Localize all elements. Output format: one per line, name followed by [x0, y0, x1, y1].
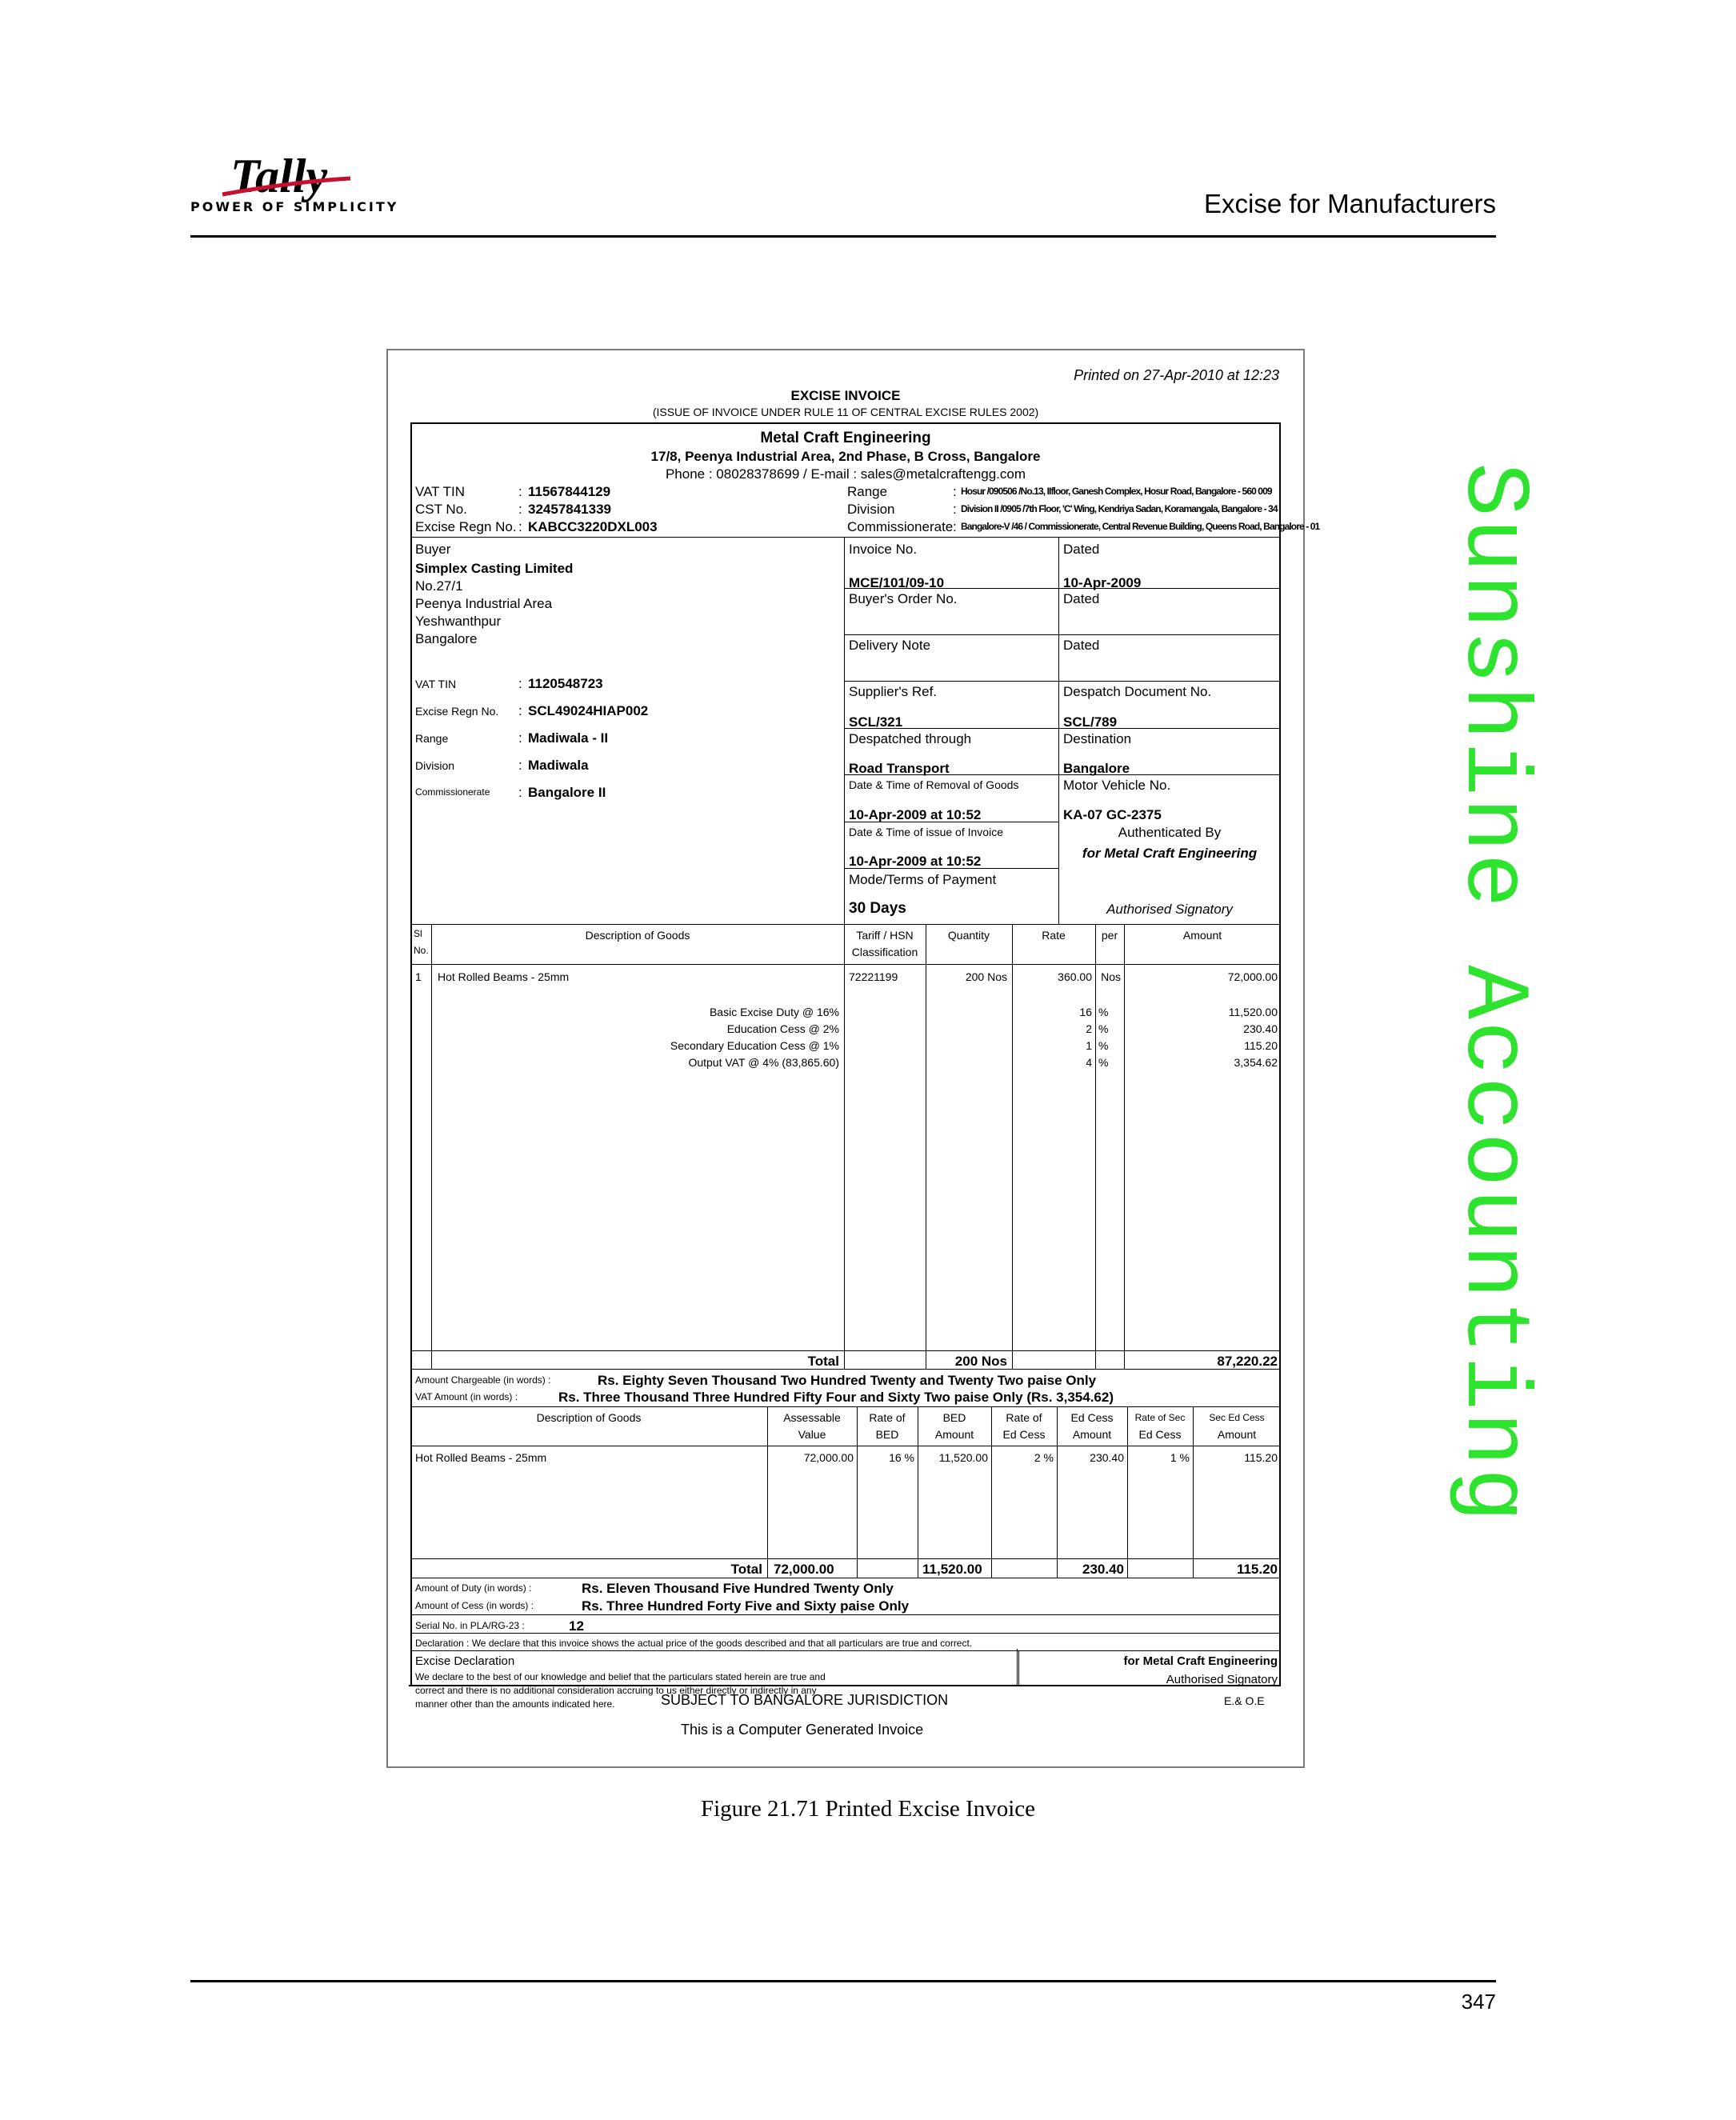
buyer-address-line: No.27/1 [415, 578, 463, 594]
invoice-date: 10-Apr-2009 [1063, 575, 1142, 590]
company-range-label: Range [847, 484, 888, 499]
company-division-label: Division [847, 502, 895, 517]
duty-line-desc: Secondary Education Cess @ 1% [670, 1039, 839, 1052]
invoice-subtitle: (ISSUE OF INVOICE UNDER RULE 11 OF CENTRAL EXCISE RULES 2002) [652, 406, 1039, 418]
issue-datetime: 10-Apr-2009 at 10:52 [849, 854, 982, 869]
duty-col-ed-rate-2: Ed Cess [1002, 1428, 1046, 1441]
excise-declaration-title: Excise Declaration [415, 1654, 515, 1668]
details-signatory: Authorised Signatory [1106, 902, 1233, 917]
duty-row-ed-amount: 230.40 [1090, 1451, 1124, 1464]
buyer-range-label: Range [415, 732, 449, 745]
computer-generated: This is a Computer Generated Invoice [681, 1722, 924, 1738]
duty-row-desc: Hot Rolled Beams - 25mm [415, 1451, 547, 1464]
invoice-title: EXCISE INVOICE [790, 388, 901, 403]
duty-col-bed-amount-2: Amount [934, 1428, 974, 1441]
invoice-body [410, 422, 1320, 1686]
despatched-through-label: Despatched through [849, 731, 972, 746]
duty-line-desc: Output VAT @ 4% (83,865.60) [688, 1056, 839, 1069]
company-name: Metal Craft Engineering [760, 430, 931, 446]
buyer-address-line: Peenya Industrial Area [415, 596, 553, 611]
duty-total-sec: 115.20 [1236, 1562, 1278, 1577]
buyer-name: Simplex Casting Limited [415, 561, 574, 576]
duty-total-label: Total [730, 1562, 762, 1577]
duty-line-per: % [1098, 1056, 1109, 1069]
buyer-vat-tin: 1120548723 [528, 676, 603, 691]
duty-line-amount: 3,354.62 [1234, 1056, 1278, 1069]
duty-col-assessable: Assessable [783, 1411, 841, 1424]
col-rate: Rate [1042, 929, 1066, 942]
despatched-through: Road Transport [849, 761, 950, 776]
duty-col-sec-rate-2: Ed Cess [1138, 1428, 1182, 1441]
issue-label: Date & Time of issue of Invoice [849, 826, 1003, 838]
duty-in-words: Rs. Eleven Thousand Five Hundred Twenty Only [582, 1581, 894, 1596]
company-range: Hosur /090506 /No.13, IIfloor, Ganesh Complex, Hosur Road, Bangalore - 560 009 [961, 486, 1272, 497]
item-description: Hot Rolled Beams - 25mm [438, 970, 570, 983]
serial-no: 12 [569, 1618, 584, 1634]
order-dated-label: Dated [1063, 591, 1100, 606]
col-quantity: Quantity [947, 929, 990, 942]
duty-col-sec-rate: Rate of Sec [1134, 1412, 1186, 1423]
col-per: per [1101, 929, 1118, 942]
buyer-excise-label: Excise Regn No. [415, 705, 499, 718]
col-amount: Amount [1182, 929, 1222, 942]
item-quantity: 200 Nos [965, 970, 1007, 983]
figure-caption: Figure 21.71 Printed Excise Invoice [701, 1796, 1035, 1822]
company-address: 17/8, Peenya Industrial Area, 2nd Phase, B Cross, Bangalore [650, 449, 1041, 464]
company-vat-tin: 11567844129 [528, 484, 611, 499]
vat-words-label: VAT Amount (in words) : [415, 1391, 518, 1402]
company-commissionerate-label: Commissionerate [847, 519, 954, 534]
vehicle-label: Motor Vehicle No. [1063, 778, 1171, 793]
authorised-signatory: Authorised Signatory [1166, 1673, 1278, 1686]
header-rule [190, 235, 1496, 238]
payment-terms: 30 Days [849, 900, 906, 917]
amount-in-words: Rs. Eighty Seven Thousand Two Hundred Twenty and Twenty Two paise Only [598, 1373, 1097, 1388]
vehicle-no: KA-07 GC-2375 [1063, 807, 1162, 822]
excise-declaration-line: We declare to the best of our knowledge and belief that the particulars stated herein are true and [415, 1671, 826, 1682]
item-rate: 360.00 [1058, 970, 1092, 983]
duty-col-ed-amount: Ed Cess [1070, 1411, 1114, 1424]
company-cst-label: CST No. [415, 502, 467, 517]
buyer-commissionerate-label: Commissionerate [415, 786, 490, 798]
buyer-division: Madiwala [528, 758, 589, 773]
item-sl: 1 [415, 970, 422, 983]
buyer-excise-regn: SCL49024HIAP002 [528, 703, 649, 718]
duty-line-amount: 11,520.00 [1228, 1006, 1278, 1018]
serial-label: Serial No. in PLA/RG-23 : [415, 1620, 525, 1631]
duty-row-sec-rate: 1 % [1170, 1451, 1190, 1464]
col-no: No. [414, 945, 429, 956]
duty-line-rate: 16 [1079, 1006, 1092, 1018]
suppliers-ref-label: Supplier's Ref. [849, 684, 938, 699]
despatch-doc: SCL/789 [1063, 714, 1118, 730]
buyer-vat-label: VAT TIN [415, 678, 457, 690]
duty-col-sec-amount-2: Amount [1217, 1428, 1257, 1441]
col-sl: Sl [414, 928, 422, 939]
duty-col-description: Description of Goods [536, 1411, 642, 1424]
despatch-doc-label: Despatch Document No. [1063, 684, 1212, 699]
jurisdiction: SUBJECT TO BANGALORE JURISDICTION [661, 1692, 949, 1708]
vat-in-words: Rs. Three Thousand Three Hundred Fifty Four and Sixty Two paise Only (Rs. 3,354.62) [558, 1390, 1114, 1405]
items-total-label: Total [807, 1354, 839, 1369]
duty-col-ed-rate: Rate of [1006, 1411, 1042, 1424]
item-per: Nos [1101, 970, 1121, 983]
buyer-address-line: Yeshwanthpur [415, 614, 502, 629]
duty-row-bed-amount: 11,520.00 [938, 1451, 988, 1464]
duty-line-per: % [1098, 1006, 1109, 1018]
duty-line-desc: Basic Excise Duty @ 16% [709, 1006, 839, 1018]
duty-line-per: % [1098, 1039, 1109, 1052]
destination-label: Destination [1063, 731, 1132, 746]
removal-label: Date & Time of Removal of Goods [849, 778, 1019, 791]
tally-logo-text: Tally [230, 150, 328, 202]
invoice-dated-label: Dated [1063, 542, 1100, 557]
company-excise-regn: KABCC3220DXL003 [528, 519, 658, 534]
duty-line-rate: 4 [1086, 1056, 1092, 1069]
company-division: Division II /0905 /7th Floor, 'C' Wing, Kendriya Sadan, Koramangala, Bangalore - 34 [961, 503, 1278, 514]
duty-total-bed: 11,520.00 [922, 1562, 982, 1577]
buyer-range: Madiwala - II [528, 730, 609, 746]
terms-label: Mode/Terms of Payment [849, 872, 997, 887]
cess-words-label: Amount of Cess (in words) : [415, 1600, 534, 1611]
declaration-bottom-rule [409, 1685, 1279, 1686]
buyer-label: Buyer [415, 542, 451, 557]
invoice-no-label: Invoice No. [849, 542, 918, 557]
company-excise-label: Excise Regn No. [415, 519, 517, 534]
duty-line-amount: 230.40 [1243, 1022, 1278, 1035]
duty-row-sec-amount: 115.20 [1244, 1451, 1278, 1464]
authenticated-for: for Metal Craft Engineering [1082, 846, 1258, 861]
page-number: 347 [1461, 1990, 1496, 2014]
destination: Bangalore [1063, 761, 1130, 776]
duty-row-ed-rate: 2 % [1034, 1451, 1054, 1464]
duty-words-label: Amount of Duty (in words) : [415, 1582, 532, 1594]
duty-line-per: % [1098, 1022, 1109, 1035]
delivery-dated-label: Dated [1063, 638, 1100, 653]
invoice-no: MCE/101/09-10 [849, 575, 945, 590]
duty-line-desc: Education Cess @ 2% [726, 1022, 839, 1035]
watermark: Sunshine Accounting [1442, 462, 1544, 1524]
invoice-figure: Printed on 27-Apr-2010 at 12:23 EXCISE INVOICE (ISSUE OF INVOICE UNDER RULE 11 OF CENTRAL EXCISE RULES 2002) Metal Craft Engineering 17/8, Peenya Industrial Area, 2nd Phase, B Cross, Bangalore Phone : 08028378699 / E-mail : sales@metalcraftengg.com VAT TIN : 11567844129 CST No. : 32457841339 Excise Regn No. : KABCC3220DXL003 Range : Hosur /090506 /No.13, IIfloor, Ganesh Complex, Hosur Road, Bangalore - 560 009 Division : Division II /0905 /7th Floor, 'C' Wing, Kendriya Sadan, Koramangala, Bangalore - 34 Commissionerate : Bangalore-V /46 / Commissionerate, Central Revenue Building, Queens Road, Bangalore - 01 Buyer Simplex Casting Limited No.27/1 Peenya Industrial Area Yeshwanthpur Bangalore VAT TIN : 1120548723 Excise Regn No. : SCL49024HIAP002 Range : Madiwala - II Division : Madiwala Commissionerate : Bangalore II Invoice No. MCE/101/09-10 Dated 10-Apr-2009 Buyer's Order No. Dated Delivery Note Dated Supplier's Ref. SCL/321 Despatch Document No. SCL/789 Despatched through Road Transport Destination Bangalore Date & Time of Removal of Goods 10-Apr-2009 at 10:52 Motor Vehicle No. KA-07 GC-2375 Date & Time of issue of Invoice 10-Apr-2009 at 10:52 Authenticated By for Metal Craft Engineering Mode/Terms of Payment 30 Days Authorised Signatory Sl No. Description of Goods Tariff / HSN Classification Quantity Rate per Amount 1 Hot Rolled Beams - 25mm 72221199 200 Nos 360.00 Nos 72,000.00 Basic Excise Duty @ 16% 16 % 11,520.00 Education Cess @ 2% 2 % 230.40 Secondary Education Cess @ 1% 1 % 115.20 Output VAT @ 4% (83,865.60) 4 % 3,354.62 Total 200 Nos 87,220.22 Amount Chargeable (in words) : Rs. Eighty Seven Thousand Two Hundred Twenty and Twenty Two paise Only VAT Amount (in words) : Rs. Three Thousand Three Hundred Fifty Four and Sixty Two paise Only (Rs. 3,354.62) Description of Goods Assessable Value Rate of BED BED Amount Rate of Ed Cess Ed Cess Amount Rate of Sec Ed Cess Sec Ed Cess Amount Hot Rolled Beams - 25mm 72,000.00 16 % 11,520.00 2 % 230.40 1 % 115.20 Total 72,000.00 11,520.00 230.40 115.20 Amount of Duty (in words) : Rs. Eleven Thousand Five Hundred Twenty Only Amount of Cess (in words) : Rs. Three Hundred Forty Five and Sixty paise Only Serial No. in PLA/RG-23 : 12 Declaration : We declare that this invoice shows the actual price of the goods described and that all particulars are true and correct. Excise Declaration We declare to the best of our knowledge and belief that the particulars stated herein are true and correct and there is no additional consideration accruing to us either directly or indirectly in any manner other than the amounts indicated here. for Metal Craft Engineering Authorised Signatory [386, 349, 1305, 1768]
chapter-title: Excise for Manufacturers [1204, 189, 1496, 218]
authenticated-label: Authenticated By [1118, 825, 1222, 840]
buyer-address-line: Bangalore [415, 631, 478, 646]
col-description: Description of Goods [585, 929, 690, 942]
item-amount: 72,000.00 [1227, 970, 1278, 983]
for-company: for Metal Craft Engineering [1123, 1654, 1278, 1668]
duty-row-value: 72,000.00 [803, 1451, 854, 1464]
duty-line-rate: 2 [1086, 1022, 1092, 1035]
excise-declaration-line: correct and there is no additional consideration accruing to us either directly or indirectly in any [415, 1685, 817, 1696]
duty-line-amount: 115.20 [1244, 1039, 1278, 1052]
col-tariff: Tariff / HSN [856, 929, 914, 942]
items-total-qty: 200 Nos [954, 1354, 1007, 1369]
duty-col-bed-amount: BED [942, 1411, 966, 1424]
duty-col-ed-amount-2: Amount [1072, 1428, 1112, 1441]
cess-in-words: Rs. Three Hundred Forty Five and Sixty paise Only [582, 1598, 910, 1614]
company-contact: Phone : 08028378699 / E-mail : sales@metalcraftengg.com [665, 466, 1026, 482]
excise-declaration-line: manner other than the amounts indicated here. [415, 1698, 615, 1710]
duty-col-sec-amount: Sec Ed Cess [1209, 1412, 1265, 1423]
declaration: Declaration : We declare that this invoice shows the actual price of the goods described and that all particulars are true and correct. [415, 1638, 973, 1649]
col-classification: Classification [851, 946, 918, 958]
buyers-order-label: Buyer's Order No. [849, 591, 958, 606]
amount-words-label: Amount Chargeable (in words) : [415, 1374, 551, 1386]
eoe: E.& O.E [1224, 1694, 1265, 1707]
company-vat-label: VAT TIN [415, 484, 466, 499]
items-total-amount: 87,220.22 [1217, 1354, 1278, 1369]
delivery-note-label: Delivery Note [849, 638, 931, 653]
duty-col-bed-rate: Rate of [869, 1411, 906, 1424]
company-commissionerate: Bangalore-V /46 / Commissionerate, Central Revenue Building, Queens Road, Bangalore - 01 [961, 521, 1320, 532]
printed-on: Printed on 27-Apr-2010 at 12:23 [1074, 367, 1279, 383]
buyer-commissionerate: Bangalore II [528, 785, 606, 800]
duty-col-bed-rate-2: BED [875, 1428, 899, 1441]
buyer-division-label: Division [415, 759, 455, 772]
duty-line-rate: 1 [1086, 1039, 1092, 1052]
suppliers-ref: SCL/321 [849, 714, 903, 730]
brand-tagline: POWER OF SIMPLICITY [190, 199, 399, 214]
removal-datetime: 10-Apr-2009 at 10:52 [849, 807, 982, 822]
duty-col-value: Value [798, 1428, 826, 1441]
company-cst: 32457841339 [528, 502, 612, 517]
item-tariff: 72221199 [849, 970, 898, 983]
duty-row-bed-rate: 16 % [889, 1451, 914, 1464]
footer-rule [190, 1980, 1496, 1982]
duty-total-value: 72,000.00 [774, 1562, 834, 1577]
duty-total-ed: 230.40 [1082, 1562, 1124, 1577]
